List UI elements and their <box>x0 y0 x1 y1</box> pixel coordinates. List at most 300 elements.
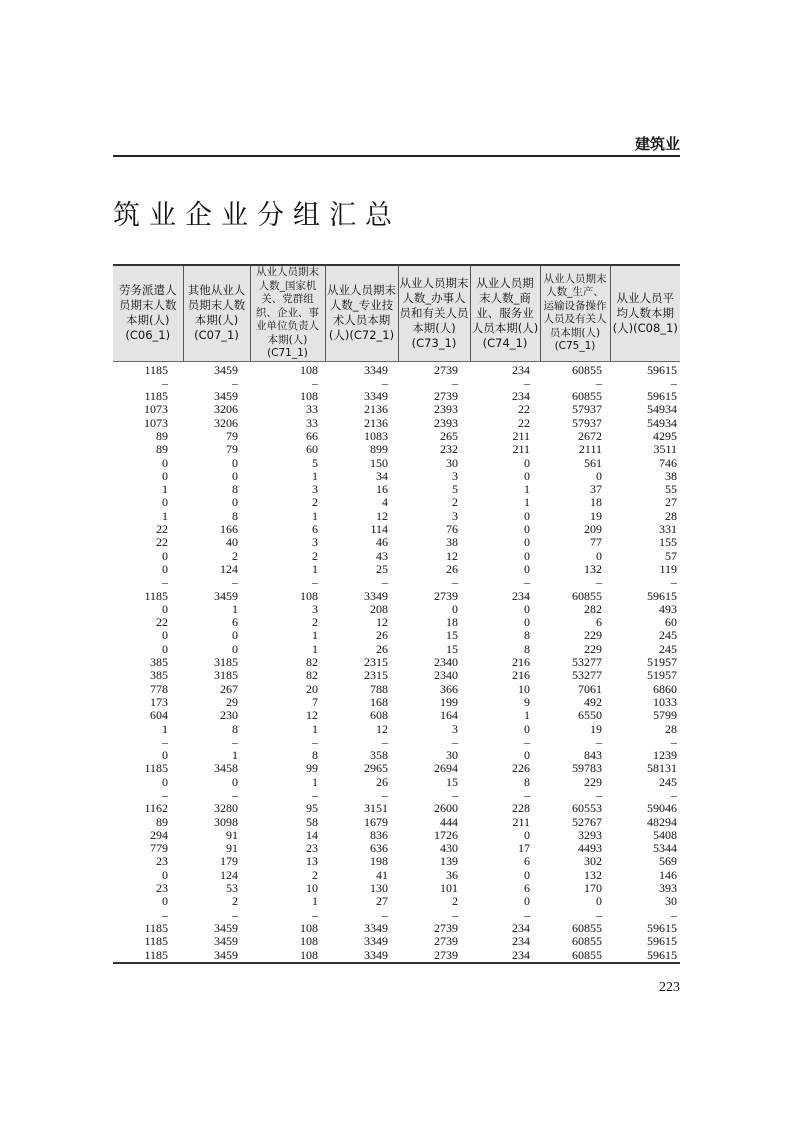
table-cell: 41 <box>376 867 388 882</box>
table-cell: 46 <box>376 535 388 550</box>
table-cell: 59615 <box>647 920 677 935</box>
table-cell: – <box>382 788 388 802</box>
table-cell: 3206 <box>214 415 238 430</box>
table-row <box>113 656 680 669</box>
table-row <box>113 696 680 709</box>
table-cell: 17 <box>518 841 530 856</box>
table-cell: 1 <box>312 468 318 483</box>
table-cell: 4 <box>382 495 388 510</box>
table-cell: 22 <box>156 522 168 537</box>
table-cell: 91 <box>226 841 238 856</box>
table-cell: 114 <box>370 522 388 537</box>
table-cell: 2739 <box>434 389 458 404</box>
table-cell: 746 <box>659 455 677 470</box>
table-cell: 12 <box>376 508 388 523</box>
table-cell: 12 <box>306 708 318 723</box>
table-cell: 3206 <box>214 402 238 417</box>
table-cell: 5 <box>452 482 458 497</box>
table-cell: 234 <box>512 362 530 377</box>
table-cell: 23 <box>156 881 168 896</box>
table-row <box>113 736 680 749</box>
table-cell: 294 <box>150 827 168 842</box>
table-cell: 0 <box>524 601 530 616</box>
table-cell: 836 <box>370 827 388 842</box>
table-cell: 33 <box>306 415 318 430</box>
table-cell: 216 <box>512 655 530 670</box>
table-cell: 1 <box>312 628 318 643</box>
table-cell: 0 <box>162 774 168 789</box>
table-cell: 2694 <box>434 761 458 776</box>
table-cell: 0 <box>162 548 168 563</box>
table-cell: 5408 <box>653 827 677 842</box>
table-cell: 1083 <box>364 428 388 443</box>
table-cell: 0 <box>596 548 602 563</box>
table-cell: 608 <box>370 708 388 723</box>
table-cell: 6 <box>596 615 602 630</box>
table-cell: 1185 <box>144 588 168 603</box>
table-row <box>113 922 680 935</box>
table-cell: – <box>312 907 318 922</box>
table-cell: 1 <box>524 708 530 723</box>
table-cell: 132 <box>584 561 602 576</box>
table-cell: 76 <box>446 522 458 537</box>
table-cell: 3151 <box>364 801 388 816</box>
table-cell: 60855 <box>572 934 602 949</box>
table-cell: 18 <box>446 615 458 630</box>
table-cell: 60 <box>665 615 677 630</box>
table-cell: 6 <box>524 854 530 869</box>
table-cell: 6 <box>232 615 238 630</box>
table-cell: 59615 <box>647 389 677 404</box>
table-cell: 155 <box>659 535 677 550</box>
table-cell: 28 <box>665 721 677 736</box>
table-cell: 53 <box>226 881 238 896</box>
table-cell: 1 <box>162 482 168 497</box>
column-header: 从业人员期末人数_生产、运输设备操作人员及有关人员本期(人)(C75_1) <box>540 265 610 361</box>
table-cell: – <box>162 734 168 749</box>
table-cell: 59783 <box>572 761 602 776</box>
table-cell: 8 <box>524 641 530 656</box>
table-cell: 1185 <box>144 934 168 949</box>
table-cell: 77 <box>590 535 602 550</box>
table-cell: 15 <box>446 774 458 789</box>
table-cell: 234 <box>512 934 530 949</box>
table-cell: 59046 <box>647 801 677 816</box>
table-cell: 2393 <box>434 415 458 430</box>
table-cell: 36 <box>446 867 458 882</box>
table-cell: – <box>452 575 458 590</box>
table-cell: 3 <box>312 601 318 616</box>
table-cell: 101 <box>440 881 458 896</box>
table-cell: – <box>452 907 458 922</box>
table-cell: 0 <box>162 894 168 909</box>
data-table <box>113 264 680 964</box>
table-cell: 393 <box>659 881 677 896</box>
table-cell: 1185 <box>144 920 168 935</box>
table-cell: 10 <box>306 881 318 896</box>
table-row <box>113 603 680 616</box>
table-cell: 216 <box>512 668 530 683</box>
table-cell: 30 <box>446 748 458 763</box>
table-row <box>113 776 680 789</box>
table-cell: 57937 <box>572 415 602 430</box>
table-cell: 23 <box>156 854 168 869</box>
table-cell: 5344 <box>653 841 677 856</box>
table-cell: 779 <box>150 841 168 856</box>
table-cell: 3 <box>312 482 318 497</box>
table-cell: – <box>312 734 318 749</box>
table-cell: 26 <box>446 561 458 576</box>
table-cell: 1185 <box>113 949 183 963</box>
table-cell: – <box>162 907 168 922</box>
table-cell: 3459 <box>214 934 238 949</box>
table-cell: 173 <box>150 694 168 709</box>
table-cell: 8 <box>232 482 238 497</box>
table-cell: 79 <box>226 428 238 443</box>
table-cell: – <box>232 788 238 802</box>
table-cell: 385 <box>150 668 168 683</box>
table-cell: 58 <box>306 814 318 829</box>
table-cell: 108 <box>300 934 318 949</box>
table-cell: 0 <box>524 455 530 470</box>
table-cell: 493 <box>659 601 677 616</box>
table-cell: 26 <box>376 628 388 643</box>
table-cell: 19 <box>590 508 602 523</box>
table-cell: – <box>452 734 458 749</box>
table-cell: – <box>596 907 602 922</box>
table-cell: 108 <box>300 588 318 603</box>
table-cell: 37 <box>590 482 602 497</box>
table-cell: 168 <box>370 694 388 709</box>
table-cell: 146 <box>659 867 677 882</box>
table-cell: 0 <box>232 641 238 656</box>
table-cell: 234 <box>512 588 530 603</box>
table-cell: 366 <box>440 681 458 696</box>
table-cell: 66 <box>306 428 318 443</box>
table-cell: 3098 <box>214 814 238 829</box>
section-label: 建筑业 <box>634 135 680 153</box>
table-cell: 59615 <box>647 362 677 377</box>
table-row <box>113 510 680 523</box>
table-cell: 124 <box>220 867 238 882</box>
table-cell: 229 <box>584 641 602 656</box>
table-cell: 82 <box>306 655 318 670</box>
table-cell: 3349 <box>325 949 398 963</box>
table-cell: 444 <box>440 814 458 829</box>
table-cell: 8 <box>312 748 318 763</box>
table-cell: 234 <box>512 389 530 404</box>
table-cell: 2600 <box>434 801 458 816</box>
page-title: 筑业企业分组汇总 <box>113 200 401 231</box>
table-cell: 331 <box>659 522 677 537</box>
table-cell: 139 <box>440 854 458 869</box>
table-cell: 3511 <box>653 442 677 457</box>
table-cell: 12 <box>446 548 458 563</box>
table-cell: 170 <box>584 881 602 896</box>
table-cell: 3 <box>312 535 318 550</box>
table-cell: 2739 <box>398 949 470 963</box>
table-cell: 108 <box>300 362 318 377</box>
table-cell: 211 <box>512 442 530 457</box>
table-cell: 229 <box>584 774 602 789</box>
table-cell: 51957 <box>647 668 677 683</box>
table-cell: 57937 <box>572 402 602 417</box>
table-cell: 2739 <box>434 920 458 935</box>
table-cell: – <box>312 575 318 590</box>
table-cell: 3349 <box>364 920 388 935</box>
table-cell: 211 <box>512 814 530 829</box>
table-cell: 6550 <box>578 708 602 723</box>
table-cell: 2136 <box>364 415 388 430</box>
table-cell: 0 <box>524 894 530 909</box>
table-cell: – <box>671 788 677 802</box>
table-cell: 53277 <box>572 668 602 683</box>
table-cell: 38 <box>665 468 677 483</box>
table-cell: 15 <box>446 628 458 643</box>
table-cell: 0 <box>162 641 168 656</box>
table-cell: 3459 <box>214 362 238 377</box>
table-cell: 2 <box>452 495 458 510</box>
table-cell: 3459 <box>214 389 238 404</box>
table-cell: 0 <box>162 495 168 510</box>
table-cell: 2739 <box>434 934 458 949</box>
table-cell: 6 <box>524 881 530 896</box>
table-row <box>113 523 680 536</box>
table-cell: 124 <box>220 561 238 576</box>
table-cell: 89 <box>156 442 168 457</box>
table-cell: – <box>671 375 677 390</box>
table-cell: 12 <box>376 721 388 736</box>
table-cell: 0 <box>596 894 602 909</box>
table-cell: 234 <box>470 949 540 963</box>
table-row <box>113 496 680 509</box>
table-cell: 3293 <box>578 827 602 842</box>
table-cell: 385 <box>150 655 168 670</box>
table-cell: 59615 <box>647 934 677 949</box>
table-row <box>113 829 680 842</box>
table-cell: 5 <box>312 455 318 470</box>
table-cell: 0 <box>162 601 168 616</box>
table-cell: 1 <box>524 482 530 497</box>
table-cell: 3459 <box>183 949 250 963</box>
table-cell: – <box>524 375 530 390</box>
table-cell: 179 <box>220 854 238 869</box>
table-row <box>113 550 680 563</box>
table-row <box>113 457 680 470</box>
table-cell: 34 <box>376 468 388 483</box>
page-number: 223 <box>659 980 680 995</box>
table-cell: 2672 <box>578 428 602 443</box>
table-cell: 1185 <box>144 389 168 404</box>
table-cell: 28 <box>665 508 677 523</box>
table-cell: 5799 <box>653 708 677 723</box>
table-row <box>113 669 680 682</box>
table-cell: 211 <box>512 428 530 443</box>
table-cell: 0 <box>162 628 168 643</box>
column-header: 从业人员期末人数_国家机关、党群组织、企业、事业单位负责人本期(人)(C71_1) <box>250 265 325 361</box>
table-cell: 0 <box>596 468 602 483</box>
table-cell: 1162 <box>144 801 168 816</box>
table-row <box>113 723 680 736</box>
table-cell: 2393 <box>434 402 458 417</box>
table-cell: 2 <box>232 894 238 909</box>
table-cell: 7 <box>312 694 318 709</box>
table-cell: 3349 <box>364 389 388 404</box>
table-row <box>113 709 680 722</box>
table-row <box>113 816 680 829</box>
table-row <box>113 935 680 948</box>
table-cell: – <box>596 375 602 390</box>
table-cell: 0 <box>524 615 530 630</box>
table-row <box>113 403 680 416</box>
table-cell: 164 <box>440 708 458 723</box>
table-cell: – <box>312 375 318 390</box>
table-cell: 3 <box>452 508 458 523</box>
table-cell: 4493 <box>578 841 602 856</box>
table-cell: 569 <box>659 854 677 869</box>
table-cell: 99 <box>306 761 318 776</box>
table-cell: 604 <box>150 708 168 723</box>
table-row <box>113 842 680 855</box>
table-cell: 52767 <box>572 814 602 829</box>
table-cell: – <box>596 575 602 590</box>
table-row <box>113 789 680 802</box>
table-cell: 59615 <box>610 949 680 963</box>
table-cell: 245 <box>659 641 677 656</box>
table-row <box>113 762 680 775</box>
column-header: 从业人员平均人数本期(人)(C08_1) <box>610 265 680 361</box>
table-cell: 38 <box>446 535 458 550</box>
table-cell: 1 <box>312 721 318 736</box>
table-row <box>113 536 680 549</box>
table-cell: 108 <box>300 389 318 404</box>
table-cell: 54934 <box>647 415 677 430</box>
table-cell: 60855 <box>572 588 602 603</box>
table-cell: 1073 <box>144 402 168 417</box>
table-row <box>113 629 680 642</box>
table-cell: 0 <box>162 468 168 483</box>
table-cell: 40 <box>226 535 238 550</box>
table-row <box>113 909 680 922</box>
table-row <box>113 683 680 696</box>
table-cell: 3459 <box>214 920 238 935</box>
table-cell: 2965 <box>364 761 388 776</box>
table-row <box>113 855 680 868</box>
table-cell: 3349 <box>364 362 388 377</box>
table-cell: 51957 <box>647 655 677 670</box>
table-cell: 0 <box>524 721 530 736</box>
table-cell: 13 <box>306 854 318 869</box>
table-cell: 8 <box>524 774 530 789</box>
table-cell: 60855 <box>540 949 610 963</box>
table-cell: 2 <box>312 548 318 563</box>
table-cell: 636 <box>370 841 388 856</box>
table-cell: 0 <box>524 827 530 842</box>
table-cell: 150 <box>370 455 388 470</box>
table-cell: 2340 <box>434 655 458 670</box>
table-cell: 0 <box>162 561 168 576</box>
table-cell: 23 <box>306 841 318 856</box>
table-cell: 8 <box>232 508 238 523</box>
table-cell: 1 <box>162 721 168 736</box>
table-cell: 2739 <box>434 362 458 377</box>
table-cell: 282 <box>584 601 602 616</box>
table-cell: 232 <box>440 442 458 457</box>
table-row <box>113 390 680 403</box>
header-rule <box>113 155 680 157</box>
table-cell: 60855 <box>572 362 602 377</box>
table-cell: 55 <box>665 482 677 497</box>
table-cell: 245 <box>659 774 677 789</box>
table-cell: – <box>382 907 388 922</box>
table-cell: 1 <box>524 495 530 510</box>
table-cell: 79 <box>226 442 238 457</box>
table-cell: 1726 <box>434 827 458 842</box>
table-cell: 430 <box>440 841 458 856</box>
table-cell: – <box>524 734 530 749</box>
table-cell: 0 <box>524 522 530 537</box>
column-header: 其他从业人员期末人数本期(人)(C07_1) <box>183 265 250 361</box>
table-cell: 25 <box>376 561 388 576</box>
table-cell: 53277 <box>572 655 602 670</box>
table-cell: 0 <box>524 468 530 483</box>
table-cell: 0 <box>524 748 530 763</box>
table-cell: – <box>452 375 458 390</box>
table-cell: 20 <box>306 681 318 696</box>
table-cell: – <box>312 788 318 802</box>
table-cell: – <box>382 375 388 390</box>
table-cell: – <box>452 788 458 802</box>
table-cell: 33 <box>306 402 318 417</box>
table-cell: 6860 <box>653 681 677 696</box>
table-cell: 0 <box>524 561 530 576</box>
table-row <box>113 576 680 589</box>
table-cell: 7061 <box>578 681 602 696</box>
table-cell: 0 <box>524 548 530 563</box>
table-cell: 60553 <box>572 801 602 816</box>
table-cell: 1 <box>312 561 318 576</box>
table-cell: 16 <box>376 482 388 497</box>
table-cell: 10 <box>518 681 530 696</box>
table-cell: 1185 <box>144 362 168 377</box>
table-cell: 82 <box>306 668 318 683</box>
table-cell: 14 <box>306 827 318 842</box>
table-cell: 843 <box>584 748 602 763</box>
table-row <box>113 616 680 629</box>
table-cell: 60 <box>306 442 318 457</box>
table-cell: 9 <box>524 694 530 709</box>
table-cell: 0 <box>232 774 238 789</box>
table-cell: 3185 <box>214 668 238 683</box>
column-header: 从业人员期末人数_商业、服务业人员本期(人)(C74_1) <box>470 265 540 361</box>
table-cell: 26 <box>376 641 388 656</box>
table-cell: – <box>162 788 168 802</box>
table-row <box>113 377 680 390</box>
table-cell: 2 <box>312 867 318 882</box>
table-cell: 1 <box>312 894 318 909</box>
column-header: 从业人员期末人数_办事人员和有关人员本期(人)(C73_1) <box>398 265 470 361</box>
table-cell: 18 <box>590 495 602 510</box>
table-cell: 3 <box>452 468 458 483</box>
table-cell: 89 <box>156 814 168 829</box>
table-cell: 2340 <box>434 668 458 683</box>
table-cell: 4295 <box>653 428 677 443</box>
table-cell: 43 <box>376 548 388 563</box>
table-cell: 6 <box>312 522 318 537</box>
table-cell: – <box>382 734 388 749</box>
table-cell: 1 <box>312 774 318 789</box>
table-cell: 1 <box>162 508 168 523</box>
